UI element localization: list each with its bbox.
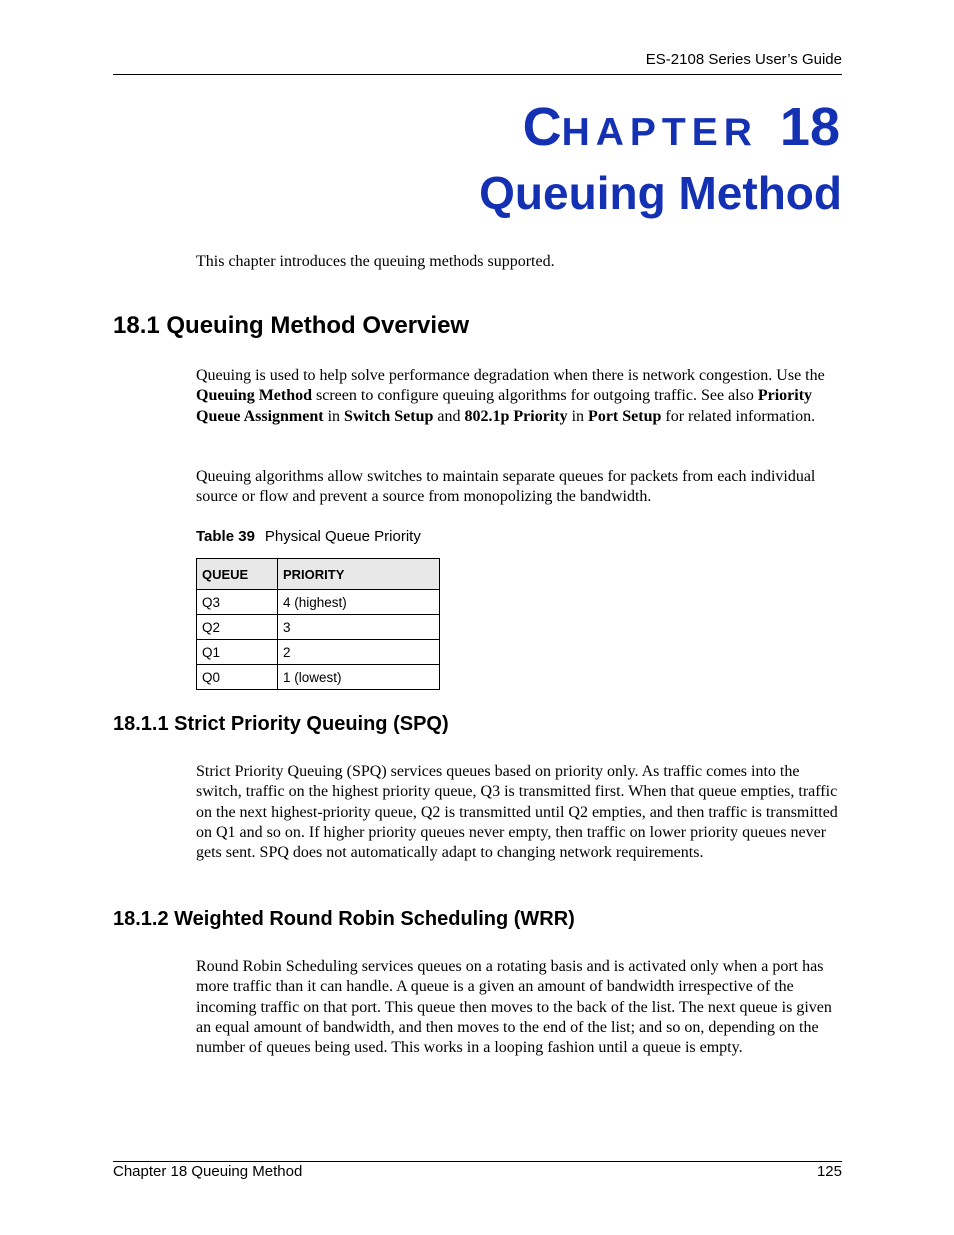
section-heading-18-1: 18.1 Queuing Method Overview xyxy=(113,312,470,339)
switch-setup-term: Switch Setup xyxy=(344,407,434,425)
queue-cell: Q3 xyxy=(197,590,278,615)
wrr-paragraph: Round Robin Scheduling services queues on a rotating basis and is activated only when a port has more traffic than it can handle. A queue is a given an amount of bandwidth irrespective of the incoming traffic on that port. This queue then moves to the back of the list. The next queue is given an equal amount of bandwidth, and then moves to the end of the list; and so on, depending on the number of queues being used. This works in a looping fashion until a queue is empty. xyxy=(196,958,832,1057)
chapter-number: 18 xyxy=(779,97,840,157)
overview-paragraph-1: Queuing is used to help solve performance degradation when there is network congestion. Use the Queuing Method screen to configure queuing algorithms for outgoing traffic. See also Priority Queue Assignment in Switch Setup and 802.1p Priority in Port Setup for related information. xyxy=(196,367,825,425)
spq-paragraph: Strict Priority Queuing (SPQ) services queues based on priority only. As traffic comes into the switch, traffic on the highest priority queue, Q3 is transmitted first. When that queue empties, traffic on the next highest-priority queue, Q2 is transmitted until Q2 empties, and then traffic is transmitted on Q1 and so on. If higher priority queues never empty, then traffic on lower priority queues never gets sent. SPQ does not automatically adapt to changing network requirements. xyxy=(196,763,838,862)
priority-cell: 4 (highest) xyxy=(278,590,440,615)
column-header-priority: PRIORITY xyxy=(278,559,440,590)
table-row xyxy=(197,665,440,690)
table-row xyxy=(197,590,440,615)
table-caption-text: Physical Queue Priority xyxy=(264,528,421,545)
chapter-label-initial: C xyxy=(522,97,562,157)
chapter-intro: This chapter introduces the queuing methods supported. xyxy=(196,253,555,270)
column-header-queue: QUEUE xyxy=(197,559,278,590)
priority-cell: 3 xyxy=(278,615,440,640)
header-rule xyxy=(113,74,842,75)
section-heading-18-1-1: 18.1.1 Strict Priority Queuing (SPQ) xyxy=(113,713,449,735)
table-header-row xyxy=(197,559,440,590)
queue-cell: Q2 xyxy=(197,615,278,640)
queue-cell: Q0 xyxy=(197,665,278,690)
footer-rule xyxy=(113,1161,842,1162)
overview-paragraph-2: Queuing algorithms allow switches to maintain separate queues for packets from each individual source or flow and prevent a source from monopolizing the bandwidth. xyxy=(196,468,816,506)
chapter-label xyxy=(522,97,840,157)
table-caption-label: Table 39 xyxy=(196,528,255,545)
section-heading-18-1-2: 18.1.2 Weighted Round Robin Scheduling (WRR) xyxy=(113,908,575,930)
chapter-label-rest: HAPTER xyxy=(561,111,758,154)
footer-chapter-label: Chapter 18 Queuing Method xyxy=(113,1163,303,1180)
queue-cell: Q1 xyxy=(197,640,278,665)
running-header: ES-2108 Series User’s Guide xyxy=(645,51,842,68)
priority-cell: 2 xyxy=(278,640,440,665)
8021p-priority-term: 802.1p Priority xyxy=(464,407,568,425)
table-caption xyxy=(196,528,421,545)
table-row xyxy=(197,615,440,640)
queue-priority-table xyxy=(196,558,440,690)
table-row xyxy=(197,640,440,665)
priority-queue-assignment-term: Priority Queue Assignment xyxy=(196,387,813,425)
port-setup-term: Port Setup xyxy=(588,407,662,425)
queuing-method-term: Queuing Method xyxy=(196,387,313,405)
page-number: 125 xyxy=(816,1163,842,1180)
chapter-title: Queuing Method xyxy=(479,167,842,219)
priority-cell: 1 (lowest) xyxy=(278,665,440,690)
